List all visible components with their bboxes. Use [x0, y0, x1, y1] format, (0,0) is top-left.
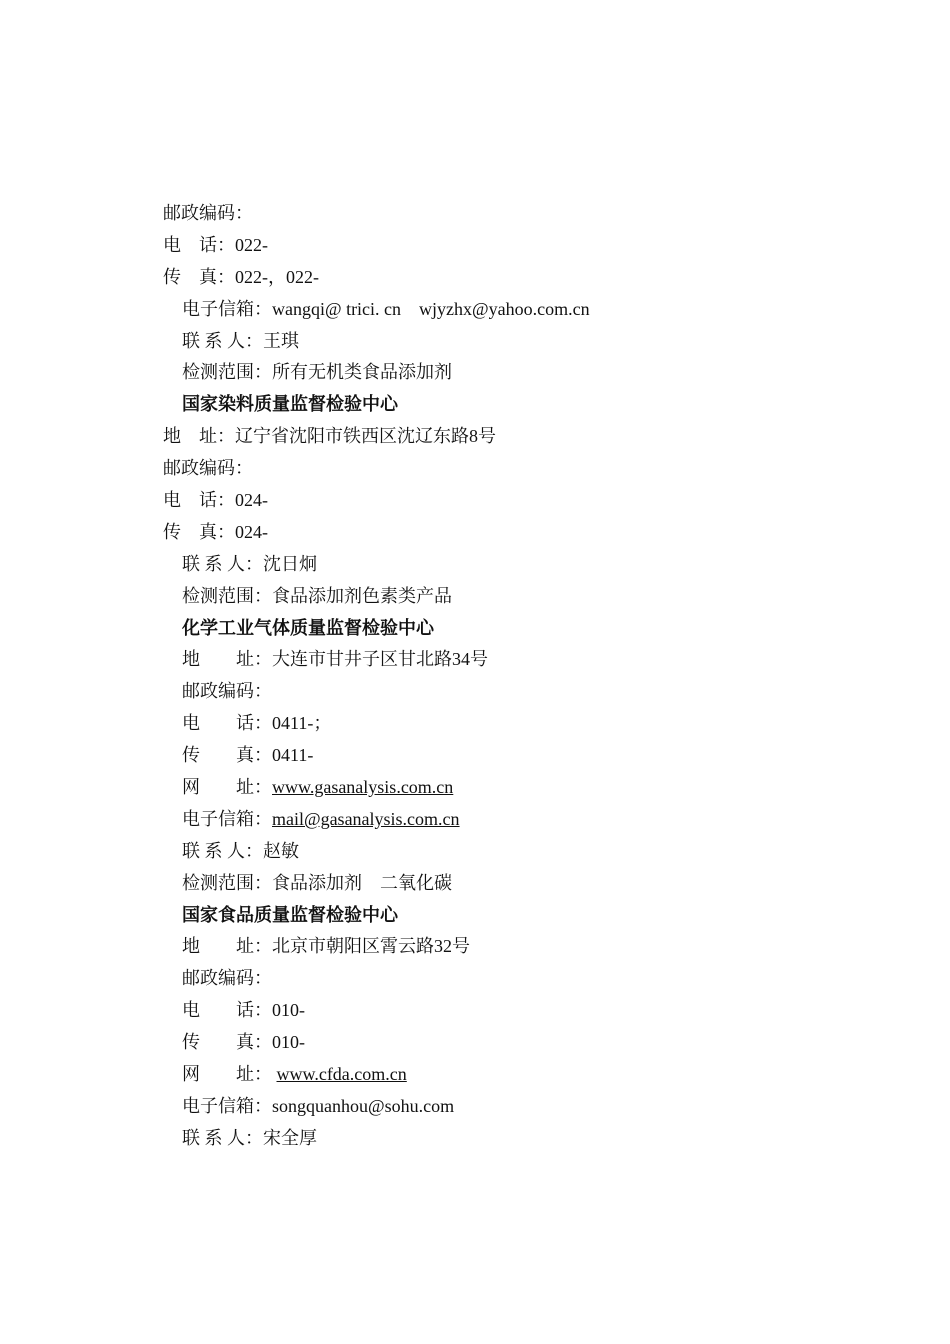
postal-code-line: 邮政编码：	[163, 458, 253, 479]
contact-line: 联 系 人：赵敏	[182, 840, 299, 861]
website-label: 网 址：	[182, 1064, 277, 1085]
address-line: 地 址：辽宁省沈阳市铁西区沈辽东路8号	[163, 426, 496, 447]
scope-line: 检测范围：食品添加剂 二氧化碳	[182, 872, 452, 893]
phone-line: 电 话：024-	[163, 490, 268, 511]
website-line	[0, 772, 950, 804]
address-line: 地 址：北京市朝阳区霄云路32号	[182, 936, 470, 957]
postal-code-line: 邮政编码：	[182, 681, 272, 702]
website-link[interactable]: www.gasanalysis.com.cn	[272, 777, 454, 798]
email-line	[0, 804, 950, 836]
address-line: 地 址：大连市甘井子区甘北路34号	[182, 649, 488, 670]
fax-line: 传 真：0411-	[182, 745, 314, 766]
phone-line: 电 话：0411-；	[182, 713, 332, 734]
section-heading-gas-center: 化学工业气体质量监督检验中心	[182, 617, 434, 638]
website-link[interactable]: www.cfda.com.cn	[276, 1064, 407, 1085]
website-line	[0, 1059, 950, 1091]
email-line: 电子信箱：songquanhou@sohu.com	[182, 1095, 455, 1116]
section-heading-dye-center: 国家染料质量监督检验中心	[182, 394, 398, 415]
fax-line: 传 真：024-	[163, 521, 268, 542]
postal-code-line: 邮政编码：	[163, 203, 253, 223]
contact-line: 联 系 人：沈日炯	[182, 553, 317, 574]
scope-line: 检测范围：食品添加剂色素类产品	[182, 585, 452, 606]
scope-line: 检测范围：所有无机类食品添加剂	[182, 362, 452, 383]
phone-line: 电 话：022-	[163, 234, 268, 255]
email-link[interactable]: mail@gasanalysis.com.cn	[272, 808, 460, 829]
email-label: 电子信箱：	[182, 808, 272, 829]
phone-line: 电 话：010-	[182, 1000, 305, 1021]
website-label: 网 址：	[182, 777, 272, 798]
document-page	[0, 198, 950, 1155]
email-line: 电子信箱：wangqi@ trici. cn wjyzhx@yahoo.com.cn	[182, 298, 590, 319]
section-heading-food-center: 国家食品质量监督检验中心	[182, 904, 398, 925]
contact-line: 联 系 人：宋全厚	[182, 1127, 317, 1148]
fax-line: 传 真：010-	[182, 1032, 305, 1053]
postal-code-line: 邮政编码：	[182, 968, 272, 989]
contact-line: 联 系 人：王琪	[182, 330, 299, 351]
fax-line: 传 真：022-，022-	[163, 266, 319, 287]
